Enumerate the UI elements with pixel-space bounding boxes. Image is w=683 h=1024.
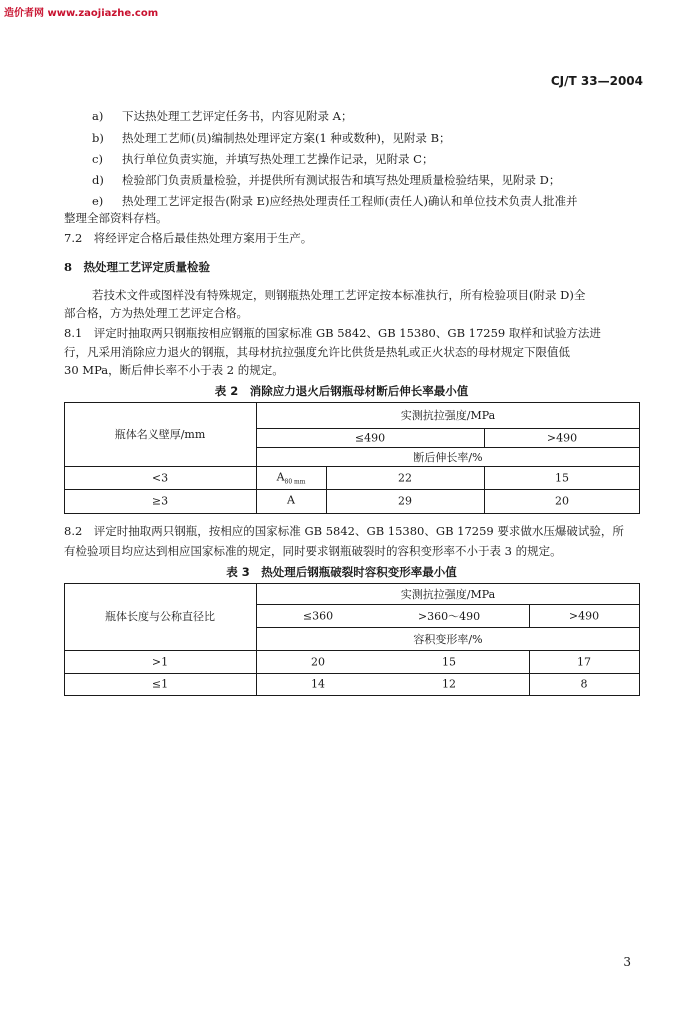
clause-8-2: 有检验项目均应达到相应国家标准的规定，同时要求钢瓶破裂时的容积变形率不小于表 3 的规定。 (64, 544, 562, 558)
table-3-caption: 表 3 热处理后钢瓶破裂时容积变形率最小值 (226, 565, 457, 579)
table-3-cell: 12 (442, 677, 456, 691)
table-3-row-header: 瓶体长度与公称直径比 (105, 610, 215, 623)
section-8-paragraph: 部合格，方为热处理工艺评定合格。 (64, 306, 248, 320)
table-2-cell: 20 (555, 494, 569, 508)
clause-8-1: 8.1 评定时抽取两只钢瓶按相应钢瓶的国家标准 GB 5842、GB 15380、GB 17259 取样和试验方法进 (64, 326, 601, 340)
list-item: c) 执行单位负责实施，并填写热处理工艺操作记录，见附录 C； (92, 152, 434, 166)
table-3-col-header: ≤360 (302, 609, 334, 623)
clause-8-1: 30 MPa，断后伸长率不小于表 2 的规定。 (64, 363, 284, 377)
table-3-row-label: >1 (151, 655, 169, 669)
table-2-col-header: >490 (546, 431, 578, 445)
table-2-group-header: 实测抗拉强度/MPa (400, 409, 496, 422)
table-2-sub-header: 断后伸长率/% (413, 451, 483, 464)
section-8-paragraph: 若技术文件或图样没有特殊规定，则钢瓶热处理工艺评定按本标准执行，所有检验项目(附录 D)全 (92, 288, 586, 302)
table-2-symbol: A (287, 493, 295, 507)
section-heading-8: 8 热处理工艺评定质量检验 (64, 260, 211, 274)
table-2-cell: 22 (398, 471, 412, 485)
table-3-col-header: >360～490 (417, 610, 481, 623)
standard-code: CJ/T 33—2004 (550, 74, 643, 88)
page-number: 3 (623, 955, 631, 969)
table-2 (64, 402, 640, 514)
table-3-sub-header: 容积变形率/% (413, 633, 483, 646)
table-2-row-header: 瓶体名义壁厚/mm (114, 428, 206, 441)
list-item: a) 下达热处理工艺评定任务书，内容见附录 A； (92, 109, 353, 123)
table-3 (64, 583, 640, 696)
list-item: d) 检验部门负责质量检验，并提供所有测试报告和填写热处理质量检验结果，见附录 D； (92, 173, 561, 187)
table-3-cell: 15 (442, 655, 456, 669)
list-item-continuation: 整理全部资料存档。 (64, 211, 168, 225)
table-3-cell: 14 (311, 677, 325, 691)
table-3-group-header: 实测抗拉强度/MPa (400, 588, 496, 601)
table-2-cell: 29 (398, 494, 412, 508)
table-3-col-header: >490 (568, 609, 600, 623)
list-item: b) 热处理工艺师(员)编制热处理评定方案(1 种或数种)，见附录 B； (92, 131, 451, 145)
table-3-cell: 8 (580, 677, 588, 691)
table-3-cell: 20 (311, 655, 325, 669)
list-item: e) 热处理工艺评定报告(附录 E)应经热处理责任工程师(责任人)确认和单位技术负责人批准并 (92, 194, 578, 208)
site-watermark[interactable]: 造价者网 www.zaojiazhe.com (4, 8, 159, 19)
clause-8-1: 行，凡采用消除应力退火的钢瓶，其母材抗拉强度允许比供货是热轧或正火状态的母材规定下限值低 (64, 345, 570, 359)
table-2-row-label: ≥3 (151, 494, 169, 508)
table-2-row-label: <3 (151, 471, 169, 485)
table-2-symbol: $A_{80 mm}$ (276, 470, 306, 486)
clause-8-2: 8.2 评定时抽取两只钢瓶，按相应的国家标准 GB 5842、GB 15380、GB 17259 要求做水压爆破试验，所 (64, 524, 624, 538)
table-3-row-label: ≤1 (151, 677, 169, 691)
table-2-col-header: ≤490 (354, 431, 386, 445)
table-2-cell: 15 (555, 471, 569, 485)
clause-7-2: 7.2 将经评定合格后最佳热处理方案用于生产。 (64, 231, 313, 245)
table-3-cell: 17 (577, 655, 591, 669)
table-2-caption: 表 2 消除应力退火后钢瓶母材断后伸长率最小值 (214, 384, 469, 398)
